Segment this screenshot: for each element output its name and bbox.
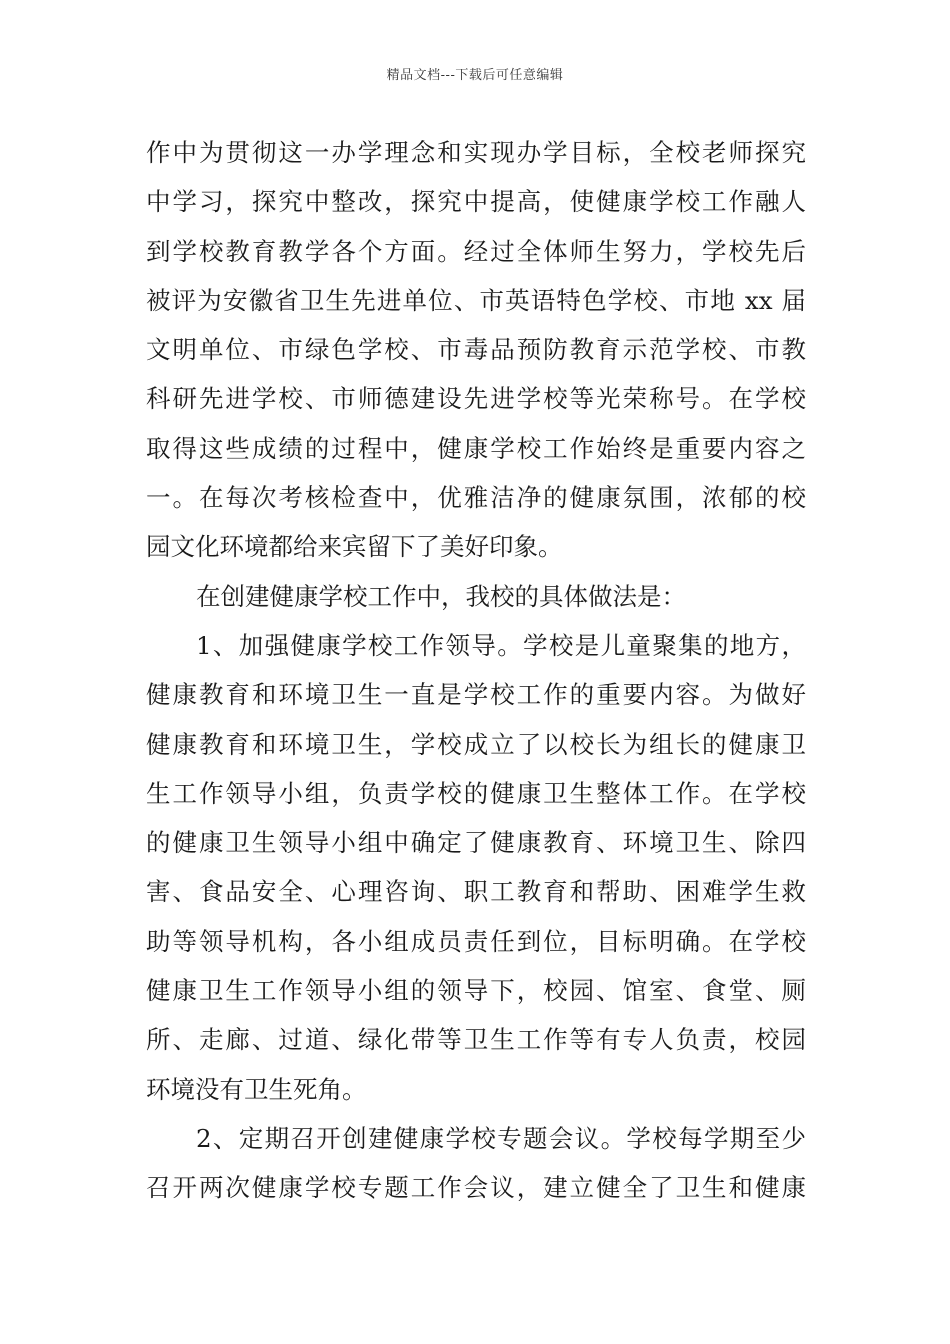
text-line: 召开两次健康学校专题工作会议，建立健全了卫生和健康 bbox=[146, 1173, 806, 1203]
document-body bbox=[146, 128, 806, 1213]
text-line: 中学习，探究中整改，探究中提高，使健康学校工作融人 bbox=[146, 187, 806, 217]
text-line: 被评为安徽省卫生先进单位、市英语特色学校、市地 xx 届 bbox=[146, 285, 806, 315]
text-line: 健康教育和环境卫生一直是学校工作的重要内容。为做好 bbox=[146, 680, 806, 710]
text-line: 所、走廊、过道、绿化带等卫生工作等有专人负责，校园 bbox=[146, 1025, 806, 1055]
text-line: 作中为贯彻这一办学理念和实现办学目标，全校老师探究 bbox=[146, 138, 806, 167]
text-line: 文明单位、市绿色学校、市毒品预防教育示范学校、市教 bbox=[146, 335, 806, 365]
text-line: 的健康卫生领导小组中确定了健康教育、环境卫生、除四 bbox=[146, 828, 806, 858]
text-line: 环境没有卫生死角。 bbox=[146, 1074, 367, 1104]
text-line: 园文化环境都给来宾留下了美好印象。 bbox=[146, 532, 563, 562]
text-line: 到学校教育教学各个方面。经过全体师生努力，学校先后 bbox=[146, 236, 806, 266]
text-line: 一。在每次考核检查中，优雅洁净的健康氛围，浓郁的校 bbox=[146, 483, 806, 513]
text-line: 害、食品安全、心理咨询、职工教育和帮助、困难学生救 bbox=[146, 877, 806, 907]
text-line: 在创建健康学校工作中，我校的具体做法是： bbox=[196, 581, 686, 611]
text-line: 科研先进学校、市师德建设先进学校等光荣称号。在学校 bbox=[146, 384, 806, 414]
text-line: 健康卫生工作领导小组的领导下，校园、馆室、食堂、厕 bbox=[146, 976, 806, 1006]
page-header: 精品文档---下载后可任意编辑 bbox=[386, 68, 564, 83]
text-line: 取得这些成绩的过程中，健康学校工作始终是重要内容之 bbox=[146, 433, 806, 463]
text-line: 助等领导机构，各小组成员责任到位，目标明确。在学校 bbox=[146, 926, 806, 956]
text-line: 1、加强健康学校工作领导。学校是儿童聚集的地方， bbox=[196, 630, 806, 660]
text-line: 健康教育和环境卫生，学校成立了以校长为组长的健康卫 bbox=[146, 729, 806, 759]
text-line: 2、定期召开创建健康学校专题会议。学校每学期至少 bbox=[196, 1123, 806, 1153]
text-line: 生工作领导小组，负责学校的健康卫生整体工作。在学校 bbox=[146, 778, 806, 808]
